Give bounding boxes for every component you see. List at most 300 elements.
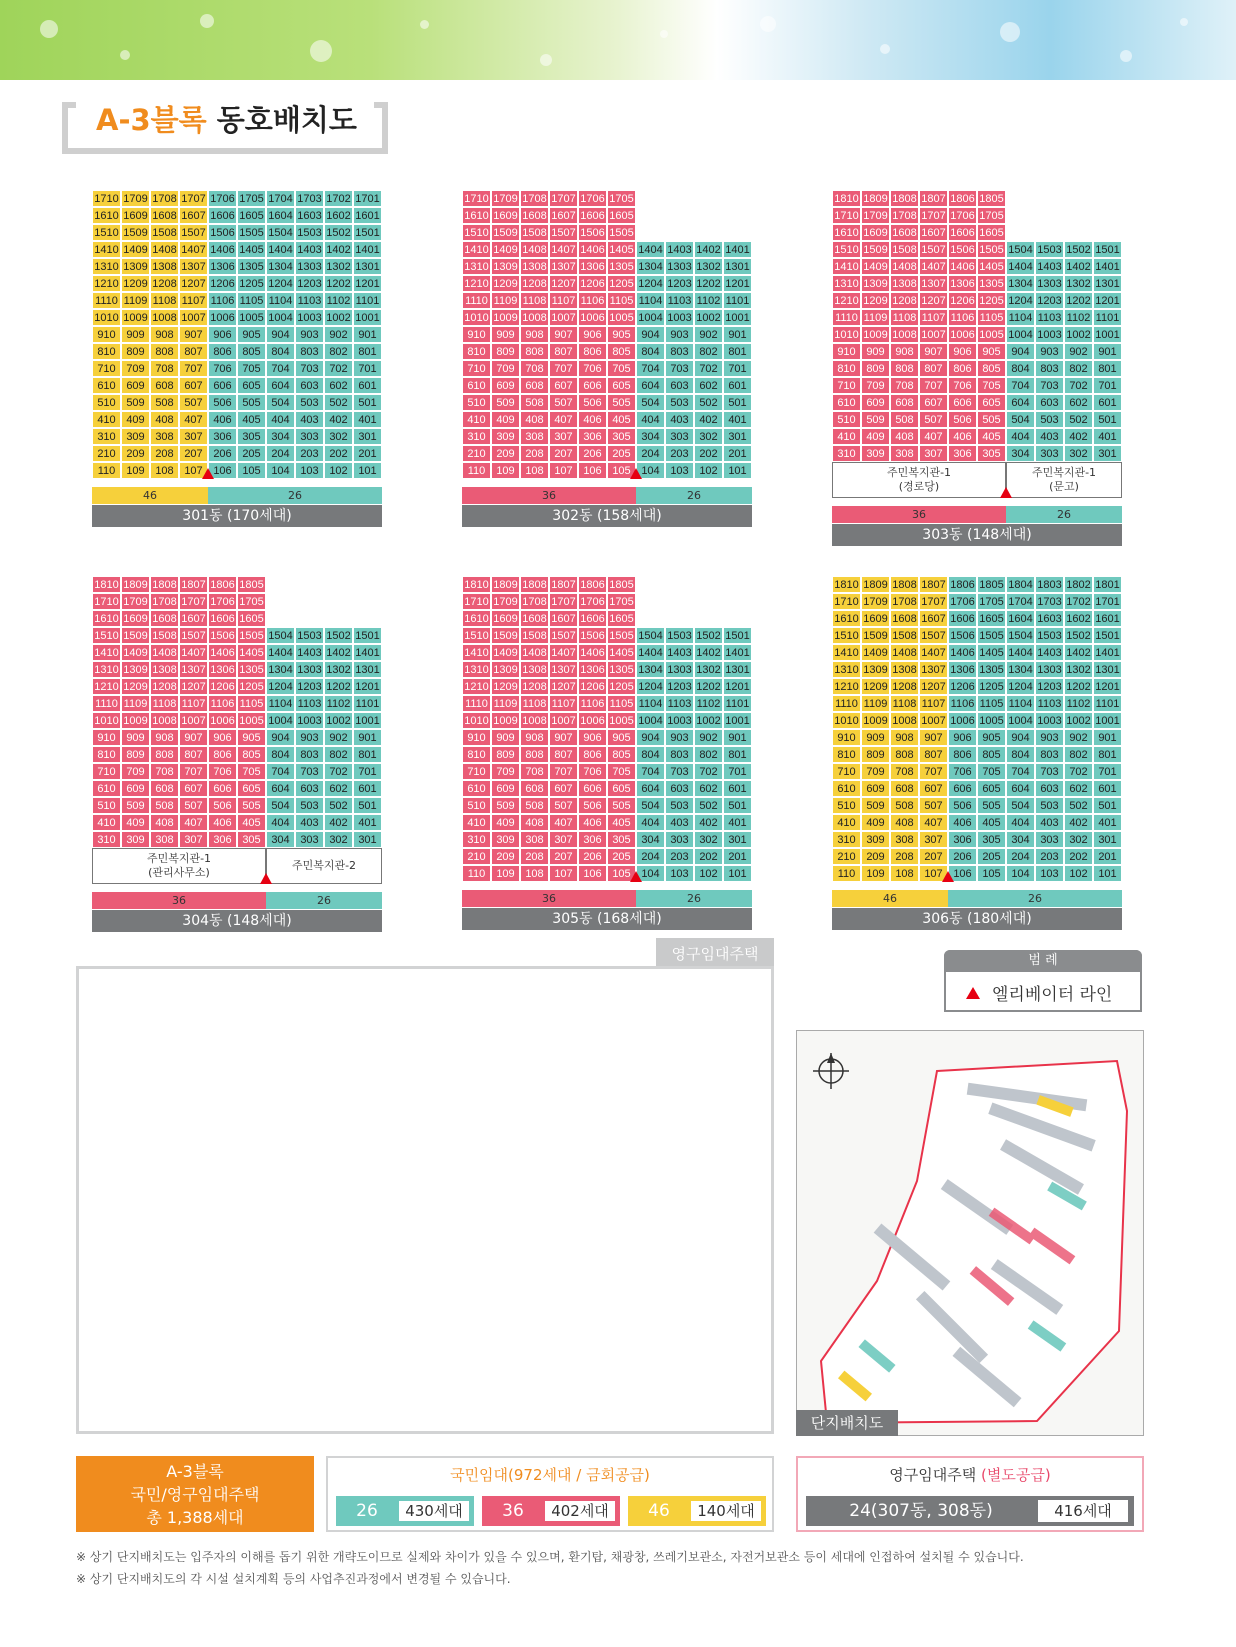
unit-cell: 509 [491, 797, 520, 814]
unit-cell: 1103 [295, 292, 324, 309]
unit-cell: 1404 [266, 241, 295, 258]
unit-cell: 1705 [607, 190, 636, 207]
unit-cell: 1808 [890, 576, 919, 593]
unit-cell: 305 [977, 831, 1006, 848]
unit-cell: 606 [948, 394, 977, 411]
unit-cell: 108 [520, 865, 549, 882]
unit-cell: 1302 [694, 258, 723, 275]
unit-cell: 1402 [694, 644, 723, 661]
unit-cell: 1204 [636, 275, 665, 292]
unit-cell: 1507 [919, 241, 948, 258]
unit-cell: 710 [92, 763, 121, 780]
unit-cell: 604 [266, 780, 295, 797]
unit-cell: 1106 [578, 695, 607, 712]
unit-cell: 706 [948, 763, 977, 780]
unit-cell: 804 [636, 343, 665, 360]
unit-cell: 604 [266, 377, 295, 394]
unit-cell: 1205 [977, 292, 1006, 309]
unit-cell: 1101 [1093, 309, 1122, 326]
unit-cell: 1407 [919, 644, 948, 661]
unit-cell: 407 [179, 411, 208, 428]
unit-cell: 1402 [324, 241, 353, 258]
unit-cell: 1203 [295, 678, 324, 695]
unit-type-bar: 36 [832, 506, 1006, 523]
unit-cell: 1609 [491, 207, 520, 224]
unit-cell: 702 [324, 360, 353, 377]
unit-cell: 1109 [861, 309, 890, 326]
unit-cell: 1107 [919, 309, 948, 326]
unit-cell: 610 [92, 377, 121, 394]
unit-cell: 1106 [948, 695, 977, 712]
unit-cell: 1006 [578, 309, 607, 326]
elevator-icon [630, 871, 642, 882]
unit-cell: 1609 [491, 610, 520, 627]
unit-cell: 1201 [1093, 678, 1122, 695]
unit-cell: 901 [723, 729, 752, 746]
unit-cell: 804 [266, 746, 295, 763]
unit-cell: 603 [295, 780, 324, 797]
unit-cell: 1309 [491, 258, 520, 275]
unit-cell: 910 [462, 729, 491, 746]
unit-cell: 107 [919, 865, 948, 882]
building-label: 301동 (170세대) [92, 505, 382, 527]
unit-cell: 1206 [208, 275, 237, 292]
unit-cell: 501 [723, 394, 752, 411]
unit-cell: 507 [549, 797, 578, 814]
unit-cell: 109 [121, 462, 150, 479]
summary-chip-count: 402세대 [545, 1501, 615, 1521]
unit-cell: 801 [723, 746, 752, 763]
unit-cell: 405 [977, 814, 1006, 831]
unit-cell: 609 [491, 780, 520, 797]
unit-cell: 203 [665, 848, 694, 865]
unit-cell: 306 [948, 445, 977, 462]
unit-cell: 402 [1064, 814, 1093, 831]
unit-cell: 1809 [861, 190, 890, 207]
unit-cell: 803 [295, 343, 324, 360]
unit-cell: 703 [665, 763, 694, 780]
unit-cell: 310 [92, 831, 121, 848]
unit-cell: 1504 [636, 627, 665, 644]
permanent-rental-title [798, 1464, 1142, 1485]
unit-cell: 708 [890, 763, 919, 780]
unit-cell: 1510 [462, 224, 491, 241]
unit-cell: 1404 [1006, 644, 1035, 661]
unit-cell: 206 [208, 445, 237, 462]
unit-cell: 405 [977, 428, 1006, 445]
unit-cell: 1207 [919, 678, 948, 695]
unit-cell: 607 [549, 377, 578, 394]
unit-cell: 1402 [1064, 644, 1093, 661]
unit-cell: 1807 [919, 190, 948, 207]
unit-cell: 402 [324, 411, 353, 428]
unit-cell: 105 [607, 865, 636, 882]
unit-cell: 408 [520, 814, 549, 831]
unit-cell: 802 [1064, 746, 1093, 763]
unit-cell: 1308 [890, 661, 919, 678]
unit-cell: 1003 [665, 309, 694, 326]
unit-cell: 1609 [861, 610, 890, 627]
unit-cell: 1710 [832, 593, 861, 610]
unit-cell: 1408 [150, 644, 179, 661]
unit-cell: 504 [266, 797, 295, 814]
unit-cell: 1607 [919, 610, 948, 627]
unit-cell: 807 [179, 746, 208, 763]
unit-cell: 605 [237, 780, 266, 797]
unit-cell: 306 [208, 831, 237, 848]
unit-cell: 1110 [462, 292, 491, 309]
unit-type-bar: 26 [266, 892, 382, 909]
site-map [796, 1030, 1144, 1436]
unit-cell: 908 [520, 326, 549, 343]
unit-cell: 402 [1064, 428, 1093, 445]
unit-cell: 603 [1035, 394, 1064, 411]
unit-cell: 1506 [948, 241, 977, 258]
unit-cell: 605 [607, 377, 636, 394]
unit-cell: 1205 [607, 678, 636, 695]
unit-cell: 208 [890, 848, 919, 865]
unit-cell: 508 [520, 797, 549, 814]
unit-cell: 1410 [462, 644, 491, 661]
unit-cell: 304 [266, 831, 295, 848]
unit-cell: 908 [150, 326, 179, 343]
unit-cell: 310 [462, 831, 491, 848]
unit-cell: 310 [832, 831, 861, 848]
unit-cell: 1004 [636, 712, 665, 729]
unit-cell: 1403 [1035, 644, 1064, 661]
unit-cell: 1208 [150, 275, 179, 292]
unit-cell: 1602 [1064, 610, 1093, 627]
unit-cell: 202 [1064, 848, 1093, 865]
unit-cell: 1309 [861, 275, 890, 292]
unit-cell: 1407 [919, 258, 948, 275]
unit-cell: 705 [977, 763, 1006, 780]
unit-type-bar: 36 [462, 890, 636, 907]
unit-cell: 1501 [353, 224, 382, 241]
unit-cell: 1209 [861, 678, 890, 695]
unit-cell: 1210 [462, 275, 491, 292]
unit-cell: 1110 [92, 292, 121, 309]
unit-cell: 707 [549, 763, 578, 780]
bubble-decoration [420, 20, 429, 29]
unit-cell: 1610 [92, 610, 121, 627]
unit-cell: 604 [1006, 394, 1035, 411]
unit-cell: 1504 [266, 224, 295, 241]
unit-cell: 1810 [462, 576, 491, 593]
unit-cell: 203 [295, 445, 324, 462]
unit-cell: 1505 [607, 224, 636, 241]
unit-cell: 1301 [353, 661, 382, 678]
unit-cell: 706 [578, 763, 607, 780]
unit-cell: 405 [607, 814, 636, 831]
unit-cell: 1409 [861, 644, 890, 661]
unit-cell: 110 [92, 462, 121, 479]
unit-cell: 1203 [665, 275, 694, 292]
unit-cell: 510 [92, 394, 121, 411]
unit-cell: 1507 [919, 627, 948, 644]
unit-cell: 210 [92, 445, 121, 462]
unit-cell: 710 [832, 377, 861, 394]
unit-cell: 608 [150, 780, 179, 797]
elevator-icon [942, 871, 954, 882]
unit-cell: 1406 [208, 644, 237, 661]
unit-cell: 1805 [237, 576, 266, 593]
unit-cell: 1707 [179, 593, 208, 610]
unit-cell: 303 [295, 831, 324, 848]
unit-cell: 301 [723, 831, 752, 848]
unit-cell: 807 [179, 343, 208, 360]
unit-cell: 602 [324, 377, 353, 394]
unit-cell: 1406 [578, 241, 607, 258]
unit-cell: 902 [1064, 729, 1093, 746]
unit-cell: 1306 [208, 661, 237, 678]
unit-cell: 401 [1093, 814, 1122, 831]
unit-cell: 408 [150, 814, 179, 831]
unit-cell: 1606 [948, 610, 977, 627]
unit-cell: 209 [121, 445, 150, 462]
unit-cell: 201 [1093, 848, 1122, 865]
unit-cell: 402 [694, 411, 723, 428]
unit-cell: 1406 [578, 644, 607, 661]
unit-cell: 510 [462, 394, 491, 411]
unit-cell: 1205 [237, 275, 266, 292]
unit-cell: 1209 [121, 275, 150, 292]
unit-cell: 1305 [607, 661, 636, 678]
unit-cell: 1507 [179, 627, 208, 644]
unit-cell: 1810 [832, 190, 861, 207]
unit-cell: 1201 [353, 678, 382, 695]
unit-cell: 1007 [549, 309, 578, 326]
unit-type-bar: 26 [208, 487, 382, 504]
unit-cell: 1410 [832, 258, 861, 275]
unit-cell: 102 [694, 462, 723, 479]
unit-cell: 410 [832, 814, 861, 831]
unit-cell: 708 [520, 763, 549, 780]
unit-cell: 505 [977, 411, 1006, 428]
unit-cell: 303 [295, 428, 324, 445]
unit-cell: 109 [491, 462, 520, 479]
legend-item-label: 엘리베이터 라인 [992, 985, 1113, 1005]
unit-cell: 609 [121, 780, 150, 797]
unit-cell: 308 [890, 445, 919, 462]
unit-cell: 601 [1093, 780, 1122, 797]
unit-cell: 1203 [1035, 678, 1064, 695]
legend-head: 범 례 [944, 950, 1142, 972]
unit-cell: 1410 [92, 644, 121, 661]
unit-cell: 1302 [694, 661, 723, 678]
unit-cell: 908 [150, 729, 179, 746]
unit-cell: 406 [208, 411, 237, 428]
unit-cell: 1101 [723, 695, 752, 712]
unit-cell: 1603 [1035, 610, 1064, 627]
unit-cell: 1103 [295, 695, 324, 712]
unit-cell: 1603 [295, 207, 324, 224]
unit-cell: 906 [578, 729, 607, 746]
facility-box: 주민복지관-1 (경로당) [832, 462, 1006, 498]
unit-cell: 606 [578, 377, 607, 394]
unit-cell: 108 [150, 462, 179, 479]
bubble-decoration [1120, 50, 1132, 62]
unit-cell: 903 [665, 729, 694, 746]
bubble-decoration [200, 14, 214, 28]
unit-cell: 810 [462, 746, 491, 763]
unit-cell: 501 [1093, 411, 1122, 428]
unit-cell: 503 [665, 797, 694, 814]
title-text: 동호배치도 [216, 103, 357, 137]
unit-cell: 1503 [1035, 627, 1064, 644]
unit-cell: 1805 [977, 576, 1006, 593]
unit-cell: 1206 [578, 678, 607, 695]
unit-cell: 307 [179, 831, 208, 848]
unit-cell: 1008 [150, 309, 179, 326]
unit-type-bar: 36 [462, 487, 636, 504]
unit-cell: 606 [578, 780, 607, 797]
unit-cell: 1010 [92, 309, 121, 326]
unit-cell: 406 [948, 814, 977, 831]
unit-cell: 608 [520, 377, 549, 394]
unit-cell: 1806 [948, 190, 977, 207]
unit-type-bar: 26 [636, 890, 752, 907]
unit-cell: 1204 [1006, 292, 1035, 309]
unit-cell: 1508 [150, 627, 179, 644]
unit-cell: 301 [723, 428, 752, 445]
unit-cell: 803 [665, 343, 694, 360]
unit-cell: 1804 [1006, 576, 1035, 593]
unit-cell: 1307 [919, 275, 948, 292]
unit-cell: 1306 [208, 258, 237, 275]
unit-cell: 110 [462, 865, 491, 882]
unit-cell: 1807 [179, 576, 208, 593]
unit-cell: 607 [919, 780, 948, 797]
unit-cell: 604 [636, 780, 665, 797]
unit-cell: 1406 [948, 644, 977, 661]
unit-cell: 1004 [266, 309, 295, 326]
unit-cell: 803 [1035, 746, 1064, 763]
unit-cell: 1408 [520, 644, 549, 661]
unit-cell: 1508 [890, 627, 919, 644]
unit-cell: 1807 [549, 576, 578, 593]
unit-cell: 810 [92, 746, 121, 763]
unit-cell: 903 [1035, 729, 1064, 746]
unit-cell: 701 [723, 763, 752, 780]
unit-cell: 1502 [1064, 241, 1093, 258]
block-summary [76, 1456, 314, 1532]
unit-cell: 805 [607, 343, 636, 360]
unit-cell: 1706 [208, 593, 237, 610]
unit-cell: 1608 [520, 610, 549, 627]
unit-cell: 504 [1006, 411, 1035, 428]
unit-cell: 1608 [520, 207, 549, 224]
unit-cell: 1708 [520, 190, 549, 207]
unit-cell: 410 [462, 411, 491, 428]
unit-cell: 904 [636, 729, 665, 746]
unit-cell: 704 [1006, 763, 1035, 780]
header-banner [0, 0, 1236, 80]
unit-cell: 1404 [636, 644, 665, 661]
unit-cell: 309 [121, 428, 150, 445]
unit-cell: 1210 [92, 678, 121, 695]
unit-cell: 1610 [462, 207, 491, 224]
elevator-icon [1000, 487, 1012, 498]
unit-cell: 307 [549, 428, 578, 445]
unit-cell: 1308 [520, 661, 549, 678]
unit-cell: 1509 [121, 627, 150, 644]
unit-cell: 808 [890, 746, 919, 763]
unit-cell: 1307 [549, 258, 578, 275]
unit-cell: 904 [266, 729, 295, 746]
unit-cell: 1405 [607, 644, 636, 661]
unit-cell: 504 [1006, 797, 1035, 814]
unit-cell: 1409 [491, 644, 520, 661]
unit-cell: 302 [324, 831, 353, 848]
unit-cell: 1405 [237, 241, 266, 258]
unit-cell: 1107 [919, 695, 948, 712]
unit-cell: 1509 [121, 224, 150, 241]
unit-cell: 1410 [832, 644, 861, 661]
unit-cell: 1010 [832, 712, 861, 729]
unit-cell: 1304 [266, 258, 295, 275]
unit-cell: 506 [948, 797, 977, 814]
unit-cell: 1207 [549, 275, 578, 292]
unit-type-bar: 36 [92, 892, 266, 909]
unit-cell: 903 [295, 326, 324, 343]
unit-cell: 208 [520, 848, 549, 865]
unit-cell: 1207 [179, 275, 208, 292]
unit-cell: 1607 [549, 610, 578, 627]
unit-cell: 603 [1035, 780, 1064, 797]
unit-cell: 907 [179, 729, 208, 746]
unit-cell: 206 [578, 445, 607, 462]
unit-cell: 1009 [861, 326, 890, 343]
unit-cell: 1505 [237, 627, 266, 644]
unit-cell: 1708 [520, 593, 549, 610]
building-label: 305동 (168세대) [462, 908, 752, 930]
unit-cell: 1010 [462, 712, 491, 729]
unit-cell: 202 [694, 445, 723, 462]
unit-cell: 602 [694, 780, 723, 797]
unit-cell: 708 [150, 360, 179, 377]
unit-cell: 1303 [1035, 661, 1064, 678]
unit-cell: 103 [665, 865, 694, 882]
unit-cell: 907 [179, 326, 208, 343]
unit-cell: 501 [353, 797, 382, 814]
unit-type-bar: 46 [92, 487, 208, 504]
unit-cell: 205 [977, 848, 1006, 865]
unit-cell: 808 [890, 360, 919, 377]
unit-cell: 308 [520, 428, 549, 445]
unit-cell: 910 [92, 729, 121, 746]
unit-cell: 504 [266, 394, 295, 411]
unit-cell: 305 [237, 428, 266, 445]
unit-type-bar: 26 [1006, 506, 1122, 523]
unit-cell: 904 [266, 326, 295, 343]
unit-cell: 208 [520, 445, 549, 462]
unit-cell: 106 [948, 865, 977, 882]
unit-cell: 1206 [208, 678, 237, 695]
unit-cell: 1201 [1093, 292, 1122, 309]
unit-cell: 1506 [948, 627, 977, 644]
unit-cell: 905 [977, 729, 1006, 746]
unit-cell: 1109 [491, 292, 520, 309]
unit-cell: 904 [636, 326, 665, 343]
legend [944, 950, 1142, 1012]
unit-cell: 303 [1035, 445, 1064, 462]
unit-cell: 706 [208, 763, 237, 780]
unit-cell: 1708 [890, 207, 919, 224]
unit-cell: 309 [121, 831, 150, 848]
unit-cell: 1805 [607, 576, 636, 593]
unit-cell: 607 [549, 780, 578, 797]
